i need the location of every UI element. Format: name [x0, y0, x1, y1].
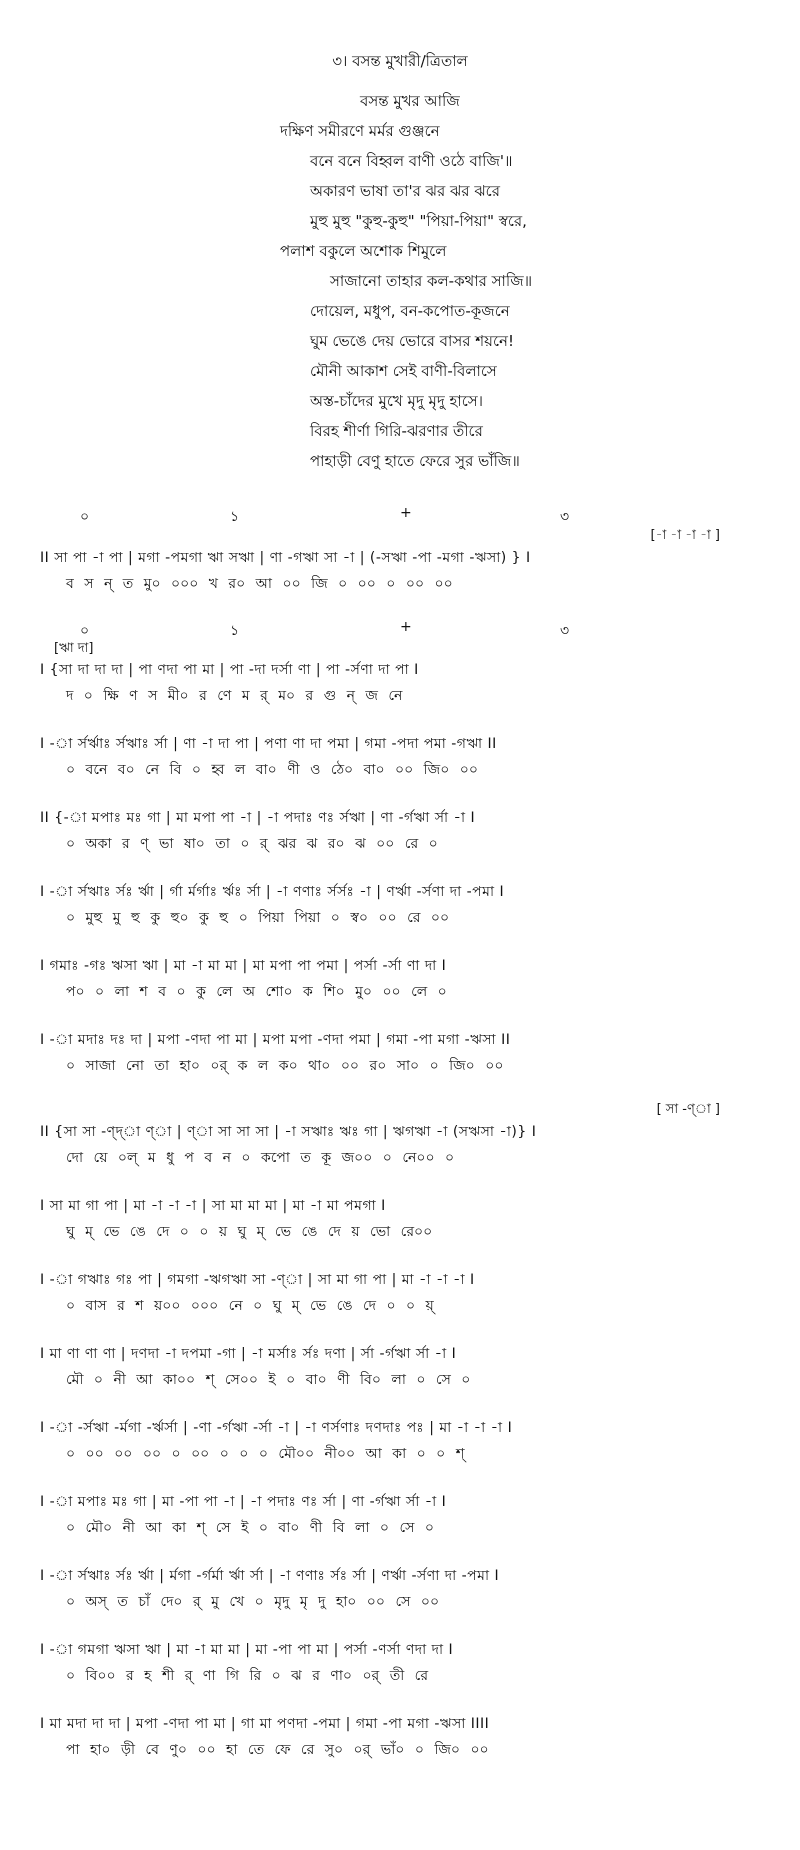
tala-mark: ০ — [80, 623, 90, 639]
lyric-line: পাহাড়ী বেণু হাতে ফেরে সুর ভাঁজি॥ — [310, 452, 520, 470]
variation-note: [-া -া -া -া ] — [650, 528, 720, 543]
tala-mark: ০ — [80, 509, 90, 525]
lyric-line: মুহু মুহু "কুহু-কুহু" "পিয়া-পিয়া" স্বরে, — [310, 212, 527, 230]
lyric-line: দক্ষিণ সমীরণে মর্মর গুঞ্জনে — [280, 122, 440, 140]
notation-row — [40, 1563, 780, 1615]
swaralipi-line: I -া মদাঃ দঃ দা | মপা -ণদা পা মা | মপা মপা -ণদা পমা | গমা -পা মগা -ঋসা II — [40, 1032, 511, 1048]
lyric-line: বসন্ত মুখর আজি — [360, 92, 460, 110]
tala-mark: + — [400, 619, 412, 635]
lyric-line: অস্ত-চাঁদের মুখে মৃদু মৃদু হাসে। — [310, 392, 484, 410]
lyric-syllables-line: ০ অকা র ণ্ ভা ষা০ তা ০ র্ ঝর ঝ র০ ঝ ০০ রে ০ — [66, 836, 438, 852]
swaralipi-line: II {-া মপাঃ মঃ গা | মা মপা পা -া | -া পদাঃ ণঃ র্সঋা | ণা -র্গঋা র্সা -া I — [40, 810, 476, 826]
lyric-syllables-line: মৌ ০ নী আ কা০০ শ্ সে০০ ই ০ বা০ ণী বি০ লা ০ সে ০ — [66, 1372, 471, 1388]
lyric-syllables-line: ব স ন্ ত মু০ ০০০ খ র০ আ ০০ জি ০ ০০ ০ ০০ ০০ — [66, 576, 453, 592]
lyric-syllables-line: ০ বি০০ র হ শী র্ ণা গি রি ০ ঝ র ণা০ ০র্ তী রে — [66, 1668, 429, 1684]
lyric-syllables-line: ০ বনে ব০ নে বি ০ হ্ব ল বা০ ণী ও ঠে০ বা০ ০০ জি০ ০০ — [66, 762, 478, 778]
swaralipi-line: I মা মদা দা দা | মপা -ণদা পা মা | গা মা পণদা -পমা | গমা -পা মগা -ঋসা IIII — [40, 1716, 490, 1732]
swaralipi-line: I {সা দা দা দা | পা ণদা পা মা | পা -দা দর্সা ণা | পা -র্সণা দা পা I — [40, 662, 419, 678]
lyric-syllables-line: পা হা০ ড়ী বে ণু০ ০০ হা তে ফে রে সু০ ০র্ ভাঁ০ ০ জি০ ০০ — [66, 1742, 489, 1758]
tala-mark: ৩ — [560, 623, 570, 639]
lyric-syllables-line: ০ মুহু মু হু কু হু০ কু হু ০ পিয়া পিয়া ০ স্ব০ ০০ রে ০০ — [66, 910, 450, 926]
lyric-syllables-line: ০ বাস র শ য়০০ ০০০ নে ০ ঘু ম্ ভে ঙে দে ০ ০ য়্ — [66, 1298, 434, 1314]
lyric-line: বিরহ শীর্ণা গিরি-ঝরণার তীরে — [310, 422, 483, 440]
swaralipi-line: I -া র্সঋাঃ র্সঃ র্ঋা | র্গা র্মর্গাঃ র্ঋঃ র্সা | -া ণণাঃ র্সর্সঃ -া | ণর্ঋা -র্সণা দা -পমা I — [40, 884, 505, 900]
notation-row — [40, 1711, 780, 1763]
lyric-syllables-line: ০ সাজা নো তা হা০ ০র্ ক ল ক০ থা০ ০০ র০ সা০ ০ জি০ ০০ — [66, 1058, 504, 1074]
song-title: ৩। বসন্ত মুখারী/ত্রিতাল — [332, 52, 468, 70]
swaralipi-line: I -া গঋাঃ গঃ পা | গমগা -ঋগঋা সা -ণ্া | সা মা গা পা | মা -া -া -া I — [40, 1272, 475, 1288]
notation-row — [40, 1193, 780, 1245]
lyric-syllables-line: দো য়ে ০ল্ ম ধু প ব ন ০ কপো ত কূ জ০০ ০ নে০০ ০ — [66, 1150, 455, 1166]
lyric-syllables-line: প০ ০ লা শ ব ০ কু লে অ শো০ ক শি০ মু০ ০০ লে ০ — [66, 984, 447, 1000]
notation-row — [40, 1341, 780, 1393]
tala-mark: ১ — [230, 623, 240, 639]
notation-row — [40, 953, 780, 1005]
lyric-syllables-line: দ ০ ক্ষি ণ স মী০ র ণে ম র্ ম০ র গু ন্ জ নে — [66, 688, 403, 704]
lyric-syllables-line: ০ ০০ ০০ ০০ ০ ০০ ০ ০ ০ মৌ০০ নী০০ আ কা ০ ০ শ্ — [66, 1446, 465, 1462]
lyrics-block — [280, 86, 640, 476]
notation-row — [40, 619, 780, 709]
notation-row — [40, 1101, 780, 1171]
notation-row — [40, 505, 780, 597]
notation-row — [40, 1267, 780, 1319]
notation-block — [40, 505, 780, 1785]
swaralipi-line: I -া র্সর্ঋাঃ র্সঋাঃ র্সা | ণা -া দা পা | পণা ণা দা পমা | গমা -পদা পমা -গঋা II — [40, 736, 497, 752]
lyric-line: পলাশ বকুলে অশোক শিমুলে — [280, 242, 447, 260]
notation-row — [40, 1637, 780, 1689]
notation-row — [40, 731, 780, 783]
swaralipi-line: II সা পা -া পা | মগা -পমগা ঋা সঋা | ণা -গঋা সা -া | (-সঋা -পা -মগা -ঋসা) } I — [40, 550, 531, 566]
lyric-line: মৌনী আকাশ সেই বাণী-বিলাসে — [310, 362, 497, 380]
variation-note: [ সা -ণ্া ] — [656, 1102, 720, 1117]
lyric-syllables-line: ০ মৌ০ নী আ কা শ্ সে ই ০ বা০ ণী বি লা ০ সে ০ — [66, 1520, 434, 1536]
notation-row — [40, 805, 780, 857]
notation-row — [40, 1027, 780, 1079]
lyric-syllables-line: ০ অস্ ত চাঁ দে০ র্ মু খে ০ মৃদু মৃ দু হা০ ০০ সে ০০ — [66, 1594, 440, 1610]
notation-row — [40, 1489, 780, 1541]
swaralipi-line: I -া গমগা ঋসা ঋা | মা -া মা মা | মা -পা পা মা | পর্সা -ণর্সা ণদা দা I — [40, 1642, 454, 1658]
tala-markers — [40, 619, 780, 641]
tala-mark: ৩ — [560, 509, 570, 525]
swaralipi-line: II {সা সা -ণ্দ্া ণ্া | ণ্া সা সা সা | -া সঋাঃ ঋঃ গা | ঋগঋা -া (সঋসা -া)} I — [40, 1124, 537, 1140]
lyric-line: দোয়েল, মধুপ, বন-কপোত-কূজনে — [310, 302, 510, 320]
lyric-line: ঘুম ভেঙে দেয় ভোরে বাসর শয়নে! — [310, 332, 514, 350]
lyric-line: অকারণ ভাষা তা'র ঝর ঝর ঝরে — [310, 182, 500, 200]
tala-markers — [40, 505, 780, 527]
swaralipi-line: I সা মা গা পা | মা -া -া -া | সা মা মা মা | মা -া মা পমগা I — [40, 1198, 386, 1214]
lyric-line: বনে বনে বিহ্বল বাণী ওঠে বাজি'॥ — [310, 152, 513, 170]
lyric-syllables-line: ঘু ম্ ভে ঙে দে ০ ০ য় ঘু ম্ ভে ঙে দে য় ভো রে০০ — [66, 1224, 433, 1240]
swaralipi-line: I -া -র্সঋা -র্মগা -র্ঋর্সা | -ণা -র্গঋা -র্সা -া | -া ণর্সণাঃ দণদাঃ পঃ | মা -া -া -া I — [40, 1420, 513, 1436]
tala-mark: ১ — [230, 509, 240, 525]
swaralipi-line: I -া মপাঃ মঃ গা | মা -পা পা -া | -া পদাঃ ণঃ র্সা | ণা -র্গঋা র্সা -া I — [40, 1494, 447, 1510]
variation-note: [ঋা দা] — [54, 641, 94, 656]
notation-row — [40, 879, 780, 931]
notation-row — [40, 1415, 780, 1467]
lyric-line: সাজানো তাহার কল-কথার সাজি॥ — [330, 272, 533, 290]
swaralipi-line: I -া র্সঋাঃ র্সঃ র্ঋা | র্মগা -র্গর্মা র্ঋা র্সা | -া ণণাঃ র্সঃ র্সা | ণর্ঋা -র্সণা দা -পমা I — [40, 1568, 500, 1584]
swaralipi-line: I মা ণা ণা ণা | দণদা -া দপমা -গা | -া মর্সাঃ র্সঃ দণা | র্সা -র্গঋা র্সা -া I — [40, 1346, 457, 1362]
tala-mark: + — [400, 505, 412, 521]
swaralipi-line: I গমাঃ -গঃ ঋসা ঋা | মা -া মা মা | মা মপা পা পমা | পর্সা -র্সা ণা দা I — [40, 958, 447, 974]
